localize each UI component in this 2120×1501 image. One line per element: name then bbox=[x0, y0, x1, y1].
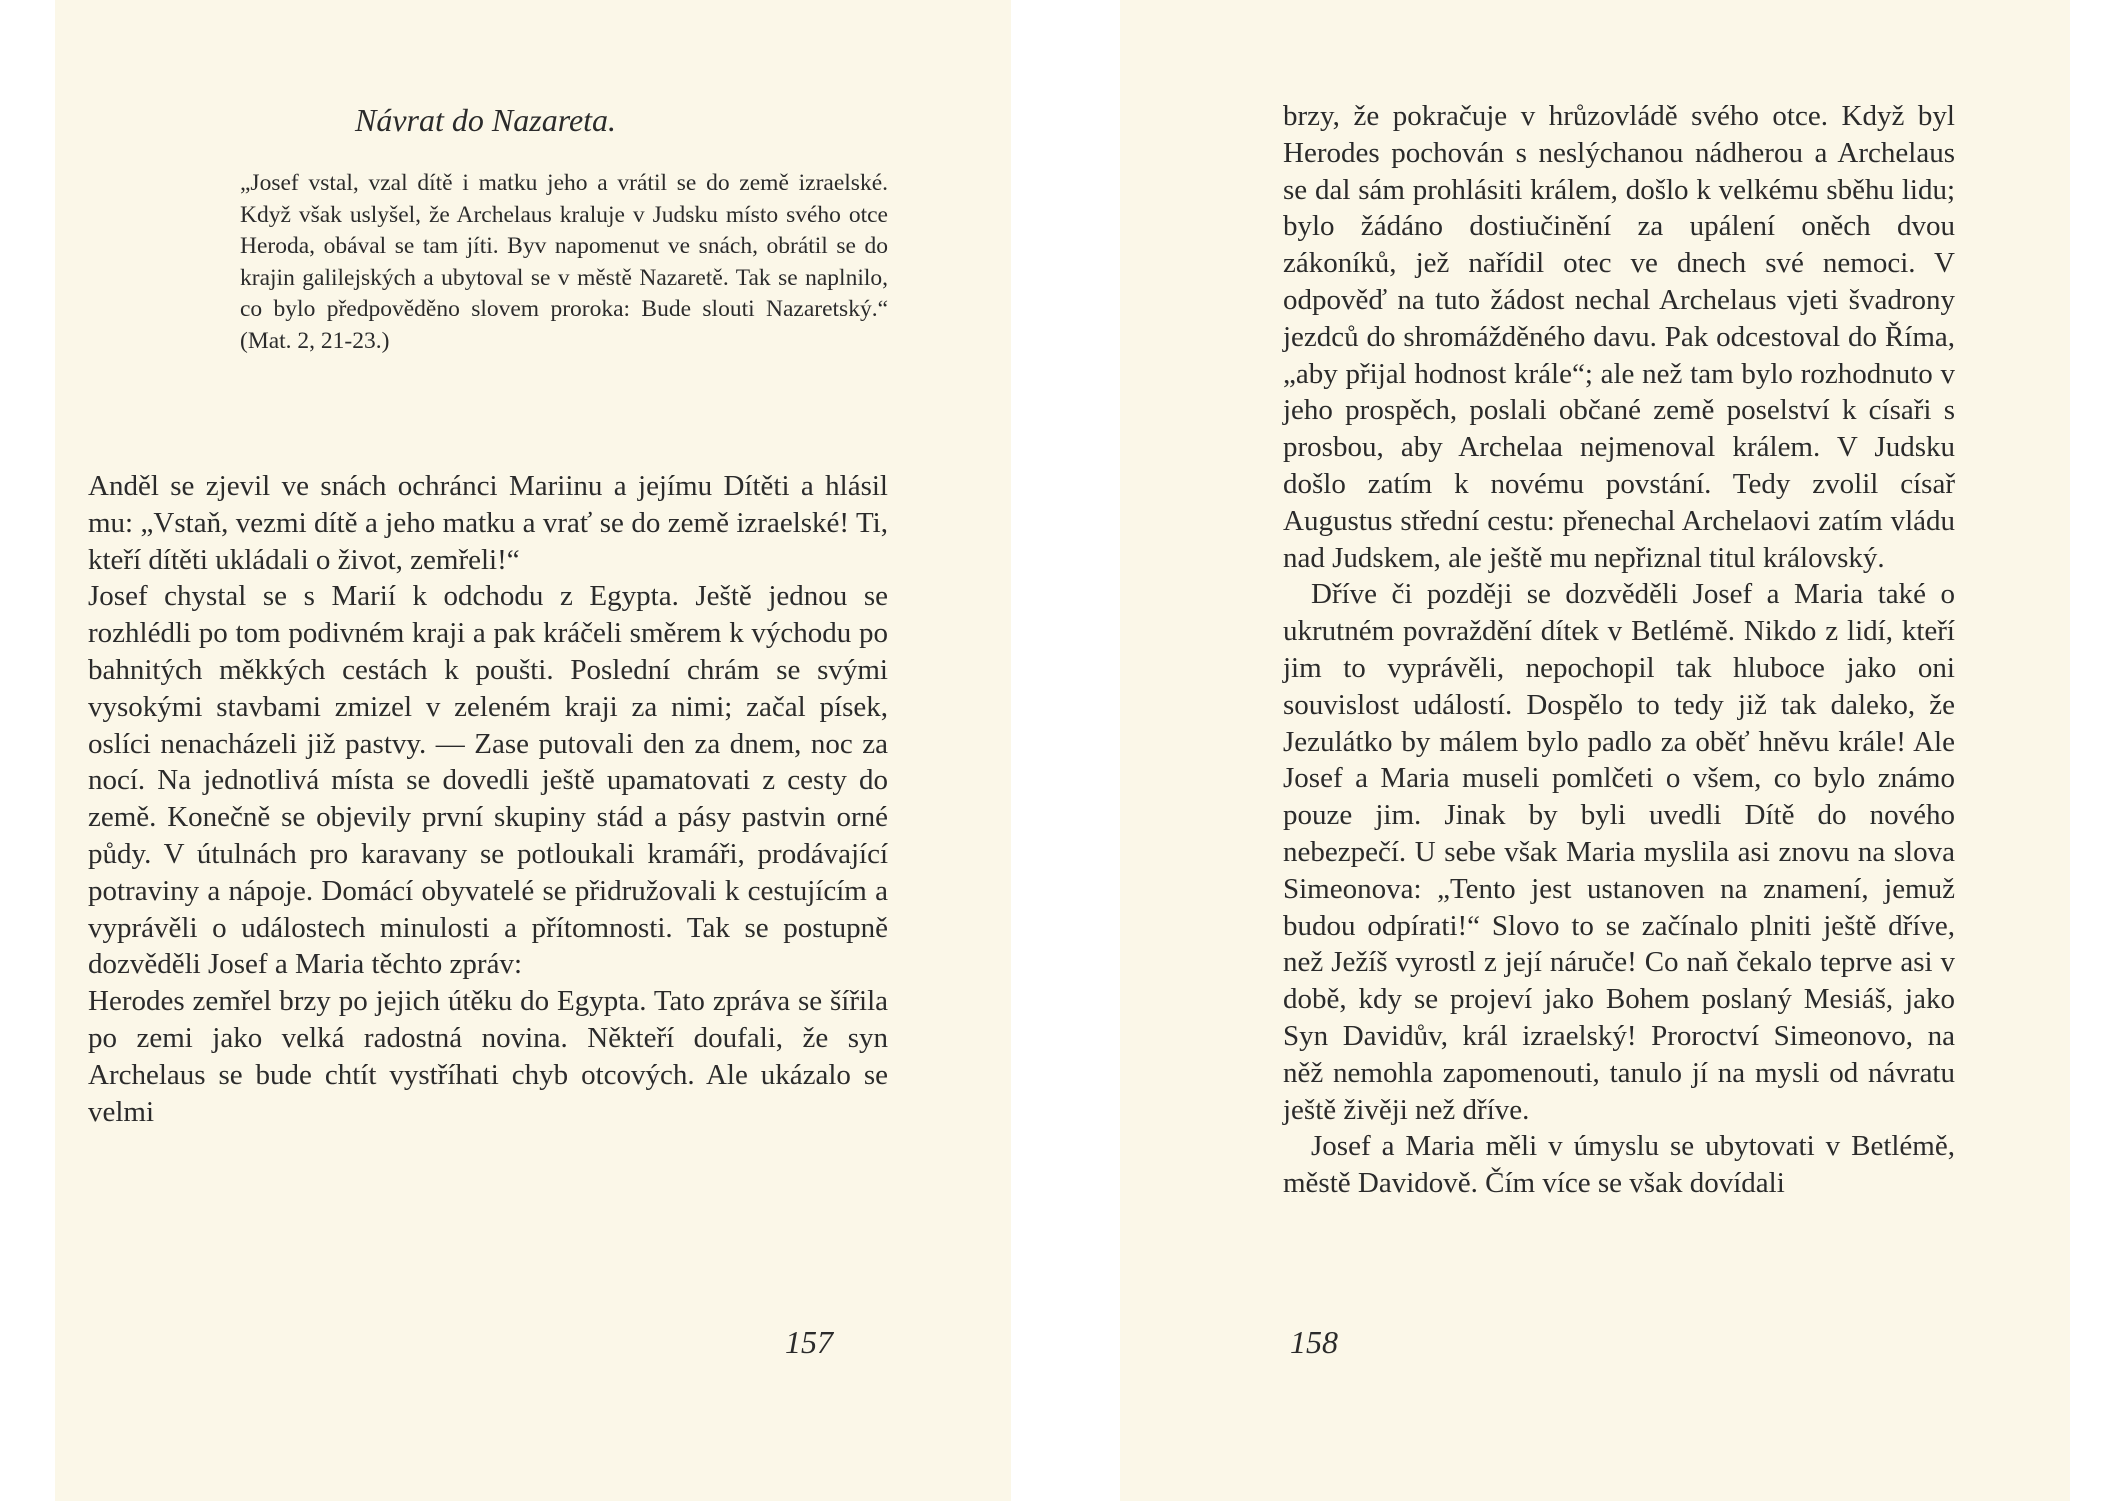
paragraph: brzy, že pokračuje v hrůzovládě svého otce. Když byl Herodes pochován s neslýchanou nádherou a Archelaus se dal sám prohlásiti králem, došlo k velkému sběhu lidu; bylo žádáno dostiučinění za upálení oněch dvou zákoníků, jež nařídil otec ve dnech své nemoci. V odpověď na tuto žádost nechal Archelaus vjeti švadrony jezdců do shromážděného davu. Pak odcestoval do Říma, „aby přijal hodnost krále“; ale než tam bylo rozhodnuto v jeho prospěch, poslali občané země poselství k císaři s prosbou, aby Archelaa nejmenoval králem. V Judsku došlo zatím k novému povstání. Tedy zvolil císař Augustus střední cestu: přenechal Archelaovi zatím vládu nad Judskem, ale ještě mu nepřiznal titul královský. bbox=[1283, 100, 1955, 574]
left-page bbox=[55, 0, 1011, 1501]
right-page bbox=[1120, 0, 2070, 1501]
paragraph: Herodes zemřel brzy po jejich útěku do Egypta. Tato zpráva se šířila po zemi jako velká radostná novina. Někteří doufali, že syn Archelaus se bude chtít vystříhati chyb otcových. Ale ukázalo se velmi bbox=[88, 985, 888, 1128]
paragraph: Dříve či později se dozvěděli Josef a Maria také o ukrutném povraždění dítek v Betlémě. Nikdo z lidí, kteří jim to vyprávěli, nepochopil tak hluboce jako oni souvislost událostí. Dospělo to tedy již tak daleko, že Jezulátko by málem bylo padlo za oběť hněvu krále! Ale Josef a Maria museli pomlčeti o všem, co bylo známo pouze jim. Jinak by byli uvedli Dítě do nového nebezpečí. U sebe však Maria myslila asi znovu na slova Simeonova: „Tento jest ustanoven na znamení, jemuž budou odpírati!“ Slovo to se začínalo plniti ještě dříve, než Ježíš vyrostl z její náruče! Co naň čekalo teprve asi v době, kdy se projeví jako Bohem poslaný Mesiáš, jako Syn Davidův, král izraelský! Proroctví Simeonovo, na něž nemohla zapomenouti, tanulo jí na mysli od návratu ještě živěji než dříve. bbox=[1283, 578, 1955, 1126]
left-body-text bbox=[88, 468, 888, 1130]
page-number: 158 bbox=[1290, 1324, 1338, 1360]
chapter-title: Návrat do Nazareta. bbox=[355, 102, 617, 138]
paragraph: Josef a Maria měli v úmyslu se ubytovati v Betlémě, městě Davidově. Čím více se však dovídali bbox=[1283, 1130, 1955, 1200]
paragraph: Anděl se zjevil ve snách ochránci Mariinu a jejímu Dítěti a hlásil mu: „Vstaň, vezmi dítě a jeho matku a vrať se do země izraelské! Ti, kteří dítěti ukládali o život, zemřeli!“ bbox=[88, 470, 888, 576]
paragraph: Josef chystal se s Marií k odchodu z Egypta. Ještě jednou se rozhlédli po tom podivném kraji a pak kráčeli směrem k východu po bahnitých měkkých cestách k poušti. Poslední chrám se svými vysokými stavbami zmizel v zeleném kraji za nimi; začal písek, oslíci nenacházeli již pastvy. — Zase putovali den za dnem, noc za nocí. Na jednotlivá místa se dovedli ještě upamatovati z cesty do země. Konečně se objevily první skupiny stád a pásy pastvin orné půdy. V útulnách pro karavany se potloukali kramáři, prodávající potraviny a nápoje. Domácí obyvatelé se přidružovali k cestujícím a vyprávěli o událostech minulosti a přítomnosti. Tak se postupně dozvěděli Josef a Maria těchto zpráv: bbox=[88, 580, 888, 981]
scripture-quote: „Josef vstal, vzal dítě i matku jeho a vrátil se do země izraelské. Když však uslyšel, že Archelaus kraluje v Judsku místo svého otce Heroda, obával se tam jíti. Byv napomenut ve snách, obrátil se do krajin galilejských a ubytoval se v městě Nazaretě. Tak se naplnilo, co bylo předpověděno slovem proroka: Bude slouti Nazaretský.“ (Mat. 2, 21-23.) bbox=[240, 170, 888, 354]
page-number: 157 bbox=[785, 1324, 833, 1360]
right-body-text bbox=[1283, 98, 1955, 1202]
